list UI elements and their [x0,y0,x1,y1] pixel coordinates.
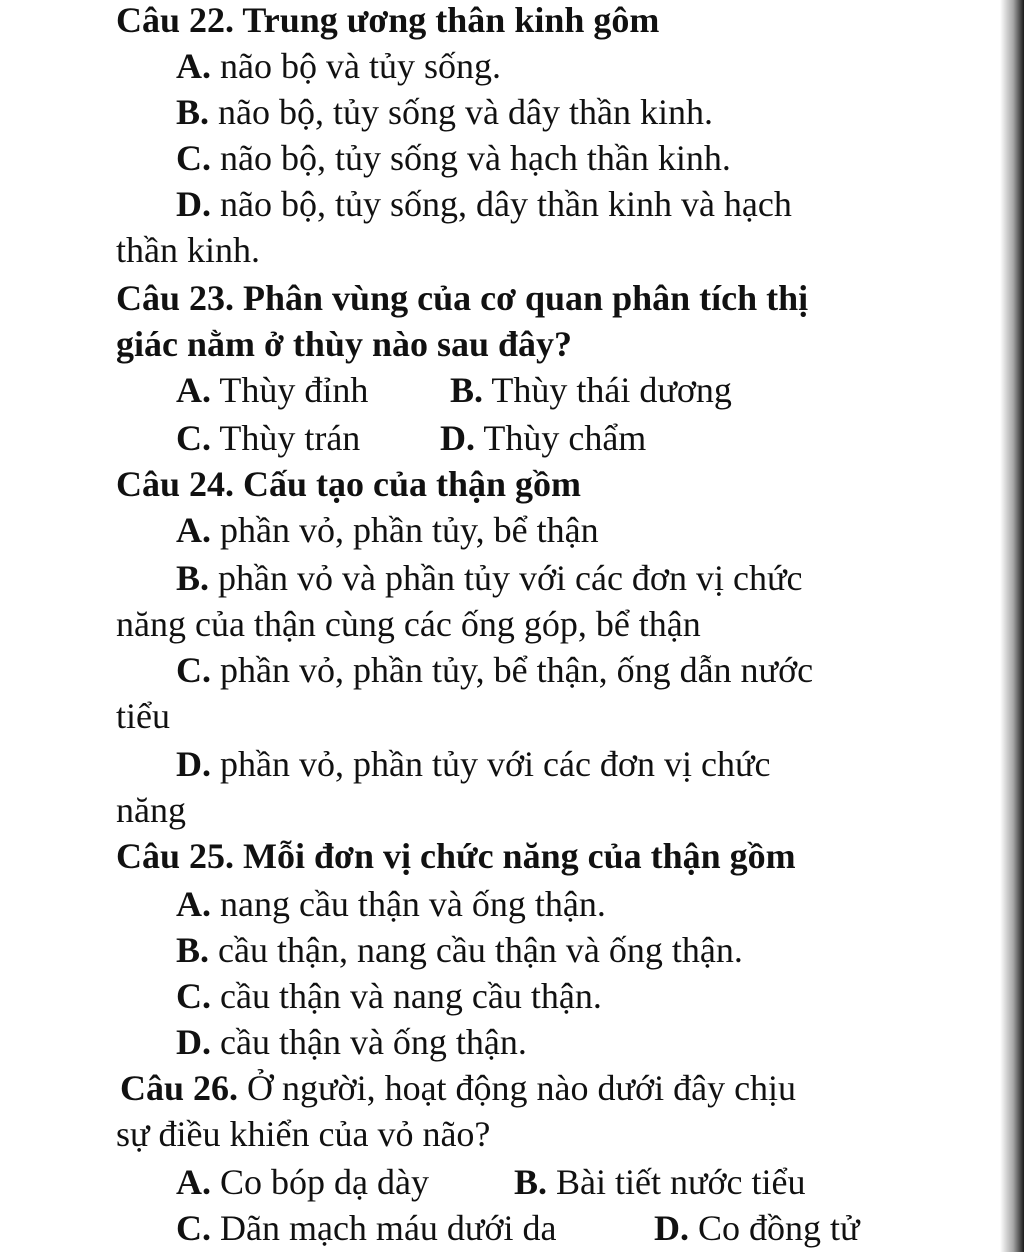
option-text: Thùy trán [211,418,361,458]
option-text: nang cầu thận và ống thận. [211,884,606,924]
option-label: D. [176,744,211,784]
question-25-option-b [176,930,743,970]
question-23-option-b [450,370,732,410]
option-label: A. [176,510,211,550]
question-25-title: Câu 25. Mỗi đơn vị chức năng của thận gồm [116,836,796,876]
option-text: não bộ, tủy sống, dây thần kinh và hạch [211,184,792,224]
option-text: phần vỏ, phần tủy, bể thận, ống dẫn nước [211,650,814,690]
option-label: B. [450,370,484,410]
option-text: Thùy đỉnh [211,370,369,410]
option-label: C. [176,1208,211,1248]
option-text: Dãn mạch máu dưới da [211,1208,557,1248]
question-26-title [120,1068,796,1108]
option-label: A. [176,884,211,924]
option-label: D. [440,418,475,458]
question-24-option-d-continued: năng [116,790,186,830]
option-text: cầu thận và ống thận. [211,1022,527,1062]
question-24-option-c [176,650,813,690]
page-edge-shadow [1000,0,1024,1252]
question-25-option-a [176,884,606,924]
question-26-option-d [654,1208,860,1248]
option-label: B. [176,92,210,132]
question-26-option-c [176,1208,556,1248]
option-label: A. [176,46,211,86]
option-label: A. [176,370,211,410]
question-24-option-a [176,510,599,550]
question-23-option-d [440,418,646,458]
option-text: não bộ và tủy sống. [211,46,501,86]
option-label: C. [176,138,211,178]
question-22-option-c [176,138,731,178]
option-label: C. [176,418,211,458]
option-text: Co đồng tử [689,1208,860,1248]
option-text: cầu thận, nang cầu thận và ống thận. [209,930,743,970]
question-24-title: Câu 24. Cấu tạo của thận gồm [116,464,582,504]
option-label: D. [176,184,211,224]
question-25-option-d [176,1022,527,1062]
option-text: phần vỏ và phần tủy với các đơn vị chức [209,558,803,598]
option-text: Bài tiết nước tiểu [547,1162,806,1202]
question-26-title-continued: sự điều khiển của vỏ não? [116,1114,491,1154]
option-text: não bộ, tủy sống và hạch thần kinh. [211,138,731,178]
question-24-option-d [176,744,770,784]
option-text: cầu thận và nang cầu thận. [211,976,602,1016]
question-25-option-c [176,976,602,1016]
option-label: B. [176,930,210,970]
question-24-option-b [176,558,802,598]
option-text: Co bóp dạ dày [211,1162,429,1202]
question-26-option-b [514,1162,806,1202]
option-label: C. [176,650,211,690]
option-label: B. [176,558,210,598]
question-26-option-a [176,1162,429,1202]
option-label: D. [176,1022,211,1062]
question-26-text: Ở người, hoạt động nào dưới đây chịu [238,1068,797,1108]
option-label: D. [654,1208,689,1248]
option-label: A. [176,1162,211,1202]
option-label: C. [176,976,211,1016]
question-26-number: Câu 26. [120,1068,239,1108]
question-23-title: Câu 23. Phân vùng của cơ quan phân tích thị [116,278,809,318]
question-24-option-c-continued: tiểu [116,696,170,736]
option-text: phần vỏ, phần tủy với các đơn vị chức [211,744,771,784]
question-22-option-b [176,92,713,132]
option-text: phần vỏ, phần tủy, bể thận [211,510,599,550]
question-22-option-d [176,184,792,224]
question-22-title: Câu 22. Trung ương thân kinh gôm [116,0,660,40]
option-text: não bộ, tủy sống và dây thần kinh. [209,92,713,132]
question-22-option-d-continued: thần kinh. [116,230,260,270]
option-text: Thùy thái dương [483,370,732,410]
question-23-title-continued: giác nằm ở thùy nào sau đây? [116,324,573,364]
option-text: Thùy chẩm [475,418,647,458]
question-23-option-c [176,418,360,458]
question-22-option-a [176,46,501,86]
option-label: B. [514,1162,548,1202]
question-24-option-b-continued: năng của thận cùng các ống góp, bể thận [116,604,701,644]
question-23-option-a [176,370,368,410]
